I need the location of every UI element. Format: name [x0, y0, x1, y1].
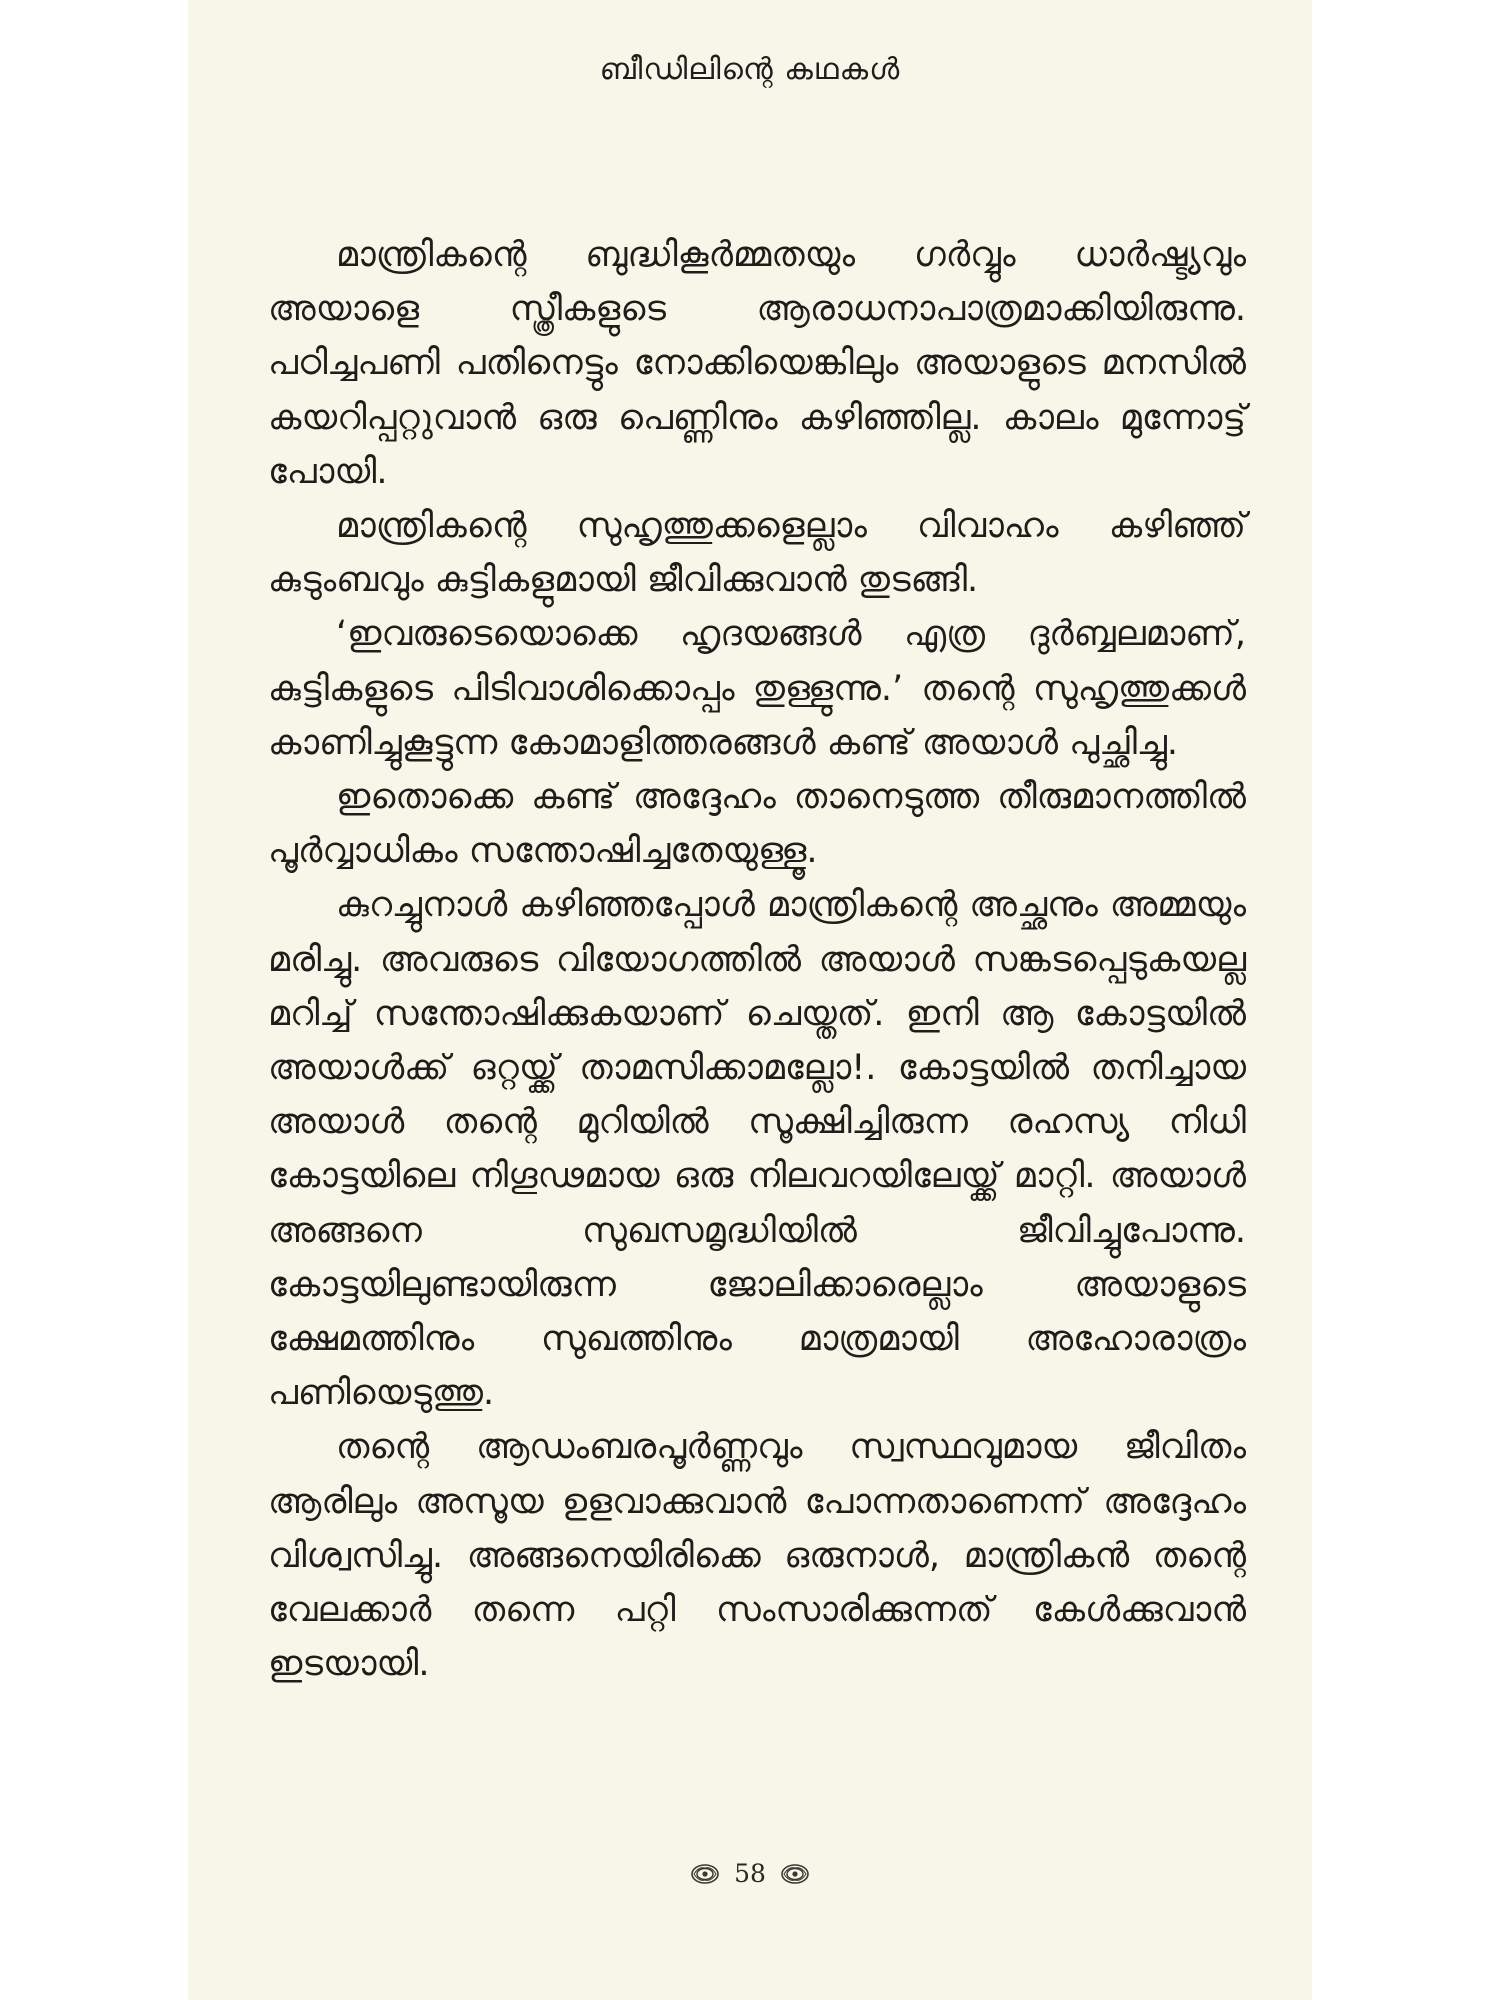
paragraph: മാന്ത്രികന്റെ സുഹൃത്തുക്കളെല്ലാം വിവാഹം കഴിഞ്ഞ് കുടുംബവും കുട്ടികളുമായി ജീവിക്കുവാൻ തുടങ്ങി. — [268, 506, 1246, 601]
page-number: 58 — [734, 1859, 766, 1888]
body-text — [268, 228, 1246, 1691]
paragraph: തന്റെ ആഡംബരപൂർണ്ണവും സ്വസ്ഥവുമായ ജീവിതം ആരിലും അസൂയ ഉളവാക്കുവാൻ പോന്നതാണെന്ന് അദ്ദേഹം വിശ്വസിച്ചു. അങ്ങനെയിരിക്കെ ഒരുനാൾ, മാന്ത്രികൻ തന്റെ വേലക്കാർ തന്നെ പറ്റി സംസാരിക്കുന്നത് കേൾക്കുവാൻ ഇടയായി. — [268, 1427, 1246, 1685]
book-page — [188, 0, 1312, 2000]
paragraph: ‘ഇവരുടെയൊക്കെ ഹൃദയങ്ങൾ എത്ര ദുർബ്ബലമാണ്, കുട്ടികളുടെ പിടിവാശിക്കൊപ്പം തുള്ളുന്നു.’ തന്റെ സുഹൃത്തുക്കൾ കാണിച്ചുകൂട്ടുന്ന കോമാളിത്തരങ്ങൾ കണ്ട് അയാൾ പുച്ഛിച്ചു. — [268, 614, 1246, 763]
paragraph: മാന്ത്രികന്റെ ബുദ്ധികൂർമ്മതയും ഗർവ്വും ധാർഷ്ട്യവും അയാളെ സ്ത്രീകളുടെ ആരാധനാപാത്രമാക്കിയിരുന്നു. പഠിച്ചപണി പതിനെട്ടും നോക്കിയെങ്കിലും അയാളുടെ മനസിൽ കയറിപ്പറ്റുവാൻ ഒരു പെണ്ണിനും കഴിഞ്ഞില്ല. കാലം മുന്നോട്ട് പോയി. — [268, 235, 1246, 492]
paragraph: ഇതൊക്കെ കണ്ട് അദ്ദേഹം താനെടുത്ത തീരുമാനത്തിൽ പൂർവ്വാധികം സന്തോഷിച്ചതേയുള്ളൂ. — [268, 777, 1246, 872]
running-head: ബീഡിലിന്റെ കഥകൾ — [599, 52, 901, 87]
page-folio — [188, 1857, 1312, 1888]
rosette-ornament-icon — [780, 1862, 810, 1886]
rosette-ornament-icon — [690, 1862, 720, 1886]
paragraph: കുറച്ചുനാൾ കഴിഞ്ഞപ്പോൾ മാന്ത്രികന്റെ അച്ഛനും അമ്മയും മരിച്ചു. അവരുടെ വിയോഗത്തിൽ അയാൾ സങ്കടപ്പെടുകയല്ല മറിച്ച് സന്തോഷിക്കുകയാണ് ചെയ്തത്. ഇനി ആ കോട്ടയിൽ അയാൾക്ക് ഒറ്റയ്ക്ക് താമസിക്കാമല്ലോ!. കോട്ടയിൽ തനിച്ചായ അയാൾ തന്റെ മുറിയിൽ സൂക്ഷിച്ചിരുന്ന രഹസ്യ നിധി കോട്ടയിലെ നിഗൂഢമായ ഒരു നിലവറയിലേയ്ക്ക് മാറ്റി. അയാൾ അങ്ങനെ സുഖസമൃദ്ധിയിൽ ജീവിച്ചുപോന്നു. കോട്ടയിലുണ്ടായിരുന്ന ജോലിക്കാരെല്ലാം അയാളുടെ ക്ഷേമത്തിനും സുഖത്തിനും മാത്രമായി അഹോരാത്രം പണിയെടുത്തു. — [268, 885, 1246, 1414]
